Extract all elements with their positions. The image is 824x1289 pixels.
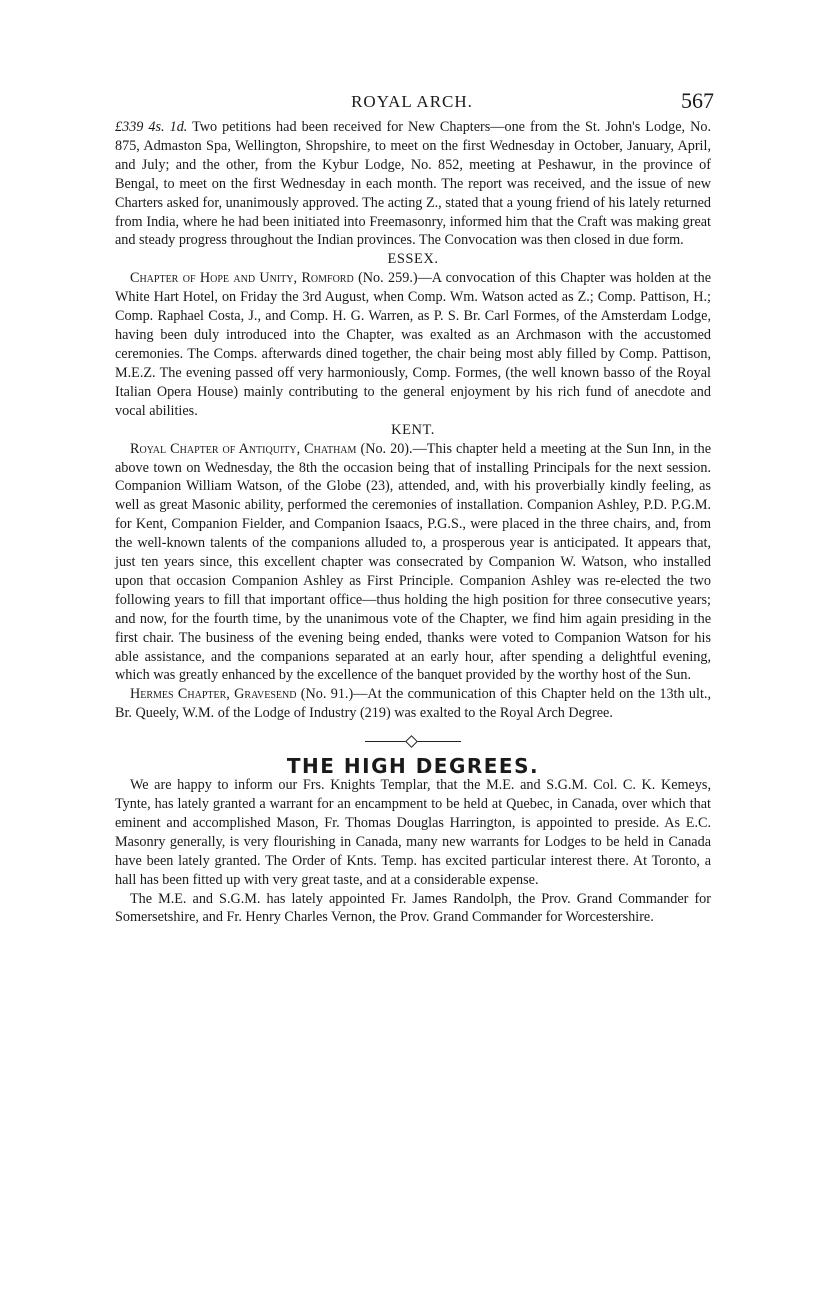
ornamental-divider bbox=[115, 731, 711, 753]
paragraph-kent-antiquity bbox=[115, 440, 711, 686]
diamond-ornament-icon bbox=[405, 735, 418, 748]
chapter-name: Hermes Chapter, Gravesend bbox=[130, 686, 297, 703]
paragraph-kent-hermes bbox=[115, 685, 711, 723]
paragraph-text: (No. 20).—This chapter held a meeting at the Sun Inn, in the above town on Wednesday, the 8th the occasion being that of installing Principals for the next session. Companion William Watson, of the Globe (23), attended, and, with his proverbially kindly feeling, as well as great Masonic ability, performed the ceremonies of installation. Companion Ashley, P.D. P.G.M. for Kent, Companion Fielder, and Companion Isaacs, P.G.S., were placed in the three chairs, and, from the well-known talents of the companions alluded to, a prosperous year is anticipated. It appears that, just ten years since, this excellent chapter was consecrated by Companion W. Watson, who installed upon that occasion Companion Ashley as First Principle. Companion Ashley was re-elected the two following years to fill that important office—thus holding the high position for three consecutive years; and now, for the fourth time, by the unanimous vote of the Chapter, we find him again presiding in the first chair. The business of the evening being ended, thanks were voted to Companion Watson for his able assistance, and the companions separated at an early hour, after spending a delightful evening, which was greatly enhanced by the excellence of the banquet provided by the worthy host of the Sun. bbox=[115, 440, 711, 684]
paragraph-text: (No. 91.)—At the communication of this Chapter held on the 13th ult., Br. Queely, W.M. of the Lodge of Industry (219) was exalted to the Royal Arch Degree. bbox=[115, 686, 711, 722]
section-heading-high-degrees: THE HIGH DEGREES. bbox=[286, 754, 540, 779]
chapter-name: Chapter of Hope and Unity, Romford bbox=[130, 270, 354, 287]
page-content bbox=[115, 118, 711, 927]
running-title: ROYAL ARCH. bbox=[351, 92, 473, 111]
paragraph-high-degrees-1: We are happy to inform our Frs. Knights Templar, that the M.E. and S.G.M. Col. C. K. Kemeys, Tynte, has lately granted a warrant for an encampment to be held at Quebec, in Canada, over which that eminent and accomplished Mason, Fr. Thomas Douglas Harrington, is appointed to preside. As E.C. Masonry generally, is very flourishing in Canada, many new warrants for Lodges to be held in Canada have been lately granted. The Order of Knts. Temp. has excited particular interest there. At Toronto, a hall has been fitted up with very great taste, and at a considerable expense. bbox=[115, 777, 711, 888]
paragraph-essex bbox=[115, 269, 711, 420]
paragraph-continuation bbox=[115, 118, 711, 250]
section-heading-kent: KENT. bbox=[391, 421, 435, 438]
page-header bbox=[110, 88, 714, 118]
paragraph-text: (No. 259.)—A convocation of this Chapter was holden at the White Hart Hotel, on Friday the 3rd August, when Comp. Wm. Watson acted as Z.; Comp. Pattison, H.; Comp. Raphael Costa, J., and Comp. H. G. Warren, as P. S. Br. Carl Formes, of the Amsterdam Lodge, having been duly introduced into the Chapter, was exalted as an Archmason with the accustomed ceremonies. The Comps. afterwards dined together, the chair being most ably filled by Comp. Pattison, M.E.Z. The evening passed off very harmoniously, Comp. Formes, (the well known basso of the Royal Italian Opera House) mainly contributing to the general enjoyment by his rich fund of anecdote and vocal abilities. bbox=[115, 270, 711, 419]
chapter-name: Royal Chapter of Antiquity, Chatham bbox=[130, 440, 357, 457]
paragraph-high-degrees-2: The M.E. and S.G.M. has lately appointed Fr. James Randolph, the Prov. Grand Commander for Somersetshire, and Fr. Henry Charles Vernon, the Prov. Grand Commander for Worcestershire. bbox=[115, 890, 711, 926]
page-number: 567 bbox=[681, 88, 714, 113]
section-heading-essex: ESSEX. bbox=[387, 251, 439, 268]
paragraph-text: Two petitions had been received for New Chapters—one from the St. John's Lodge, No. 875, Admaston Spa, Wellington, Shropshire, to meet on the first Wednesday in October, January, April, and July; and the other, from the Kybur Lodge, No. 852, meeting at Peshawur, in the province of Bengal, to meet on the first Wednesday in each month. The report was received, and the issue of new Charters asked for, unanimously approved. The acting Z., stated that a young friend of his lately returned from India, where he had been initiated into Freemasonry, informed him that the Craft was making great and steady progress throughout the Indian provinces. The Convocation was then closed in due form. bbox=[115, 119, 711, 249]
amount: £339 4s. 1d. bbox=[115, 119, 188, 135]
